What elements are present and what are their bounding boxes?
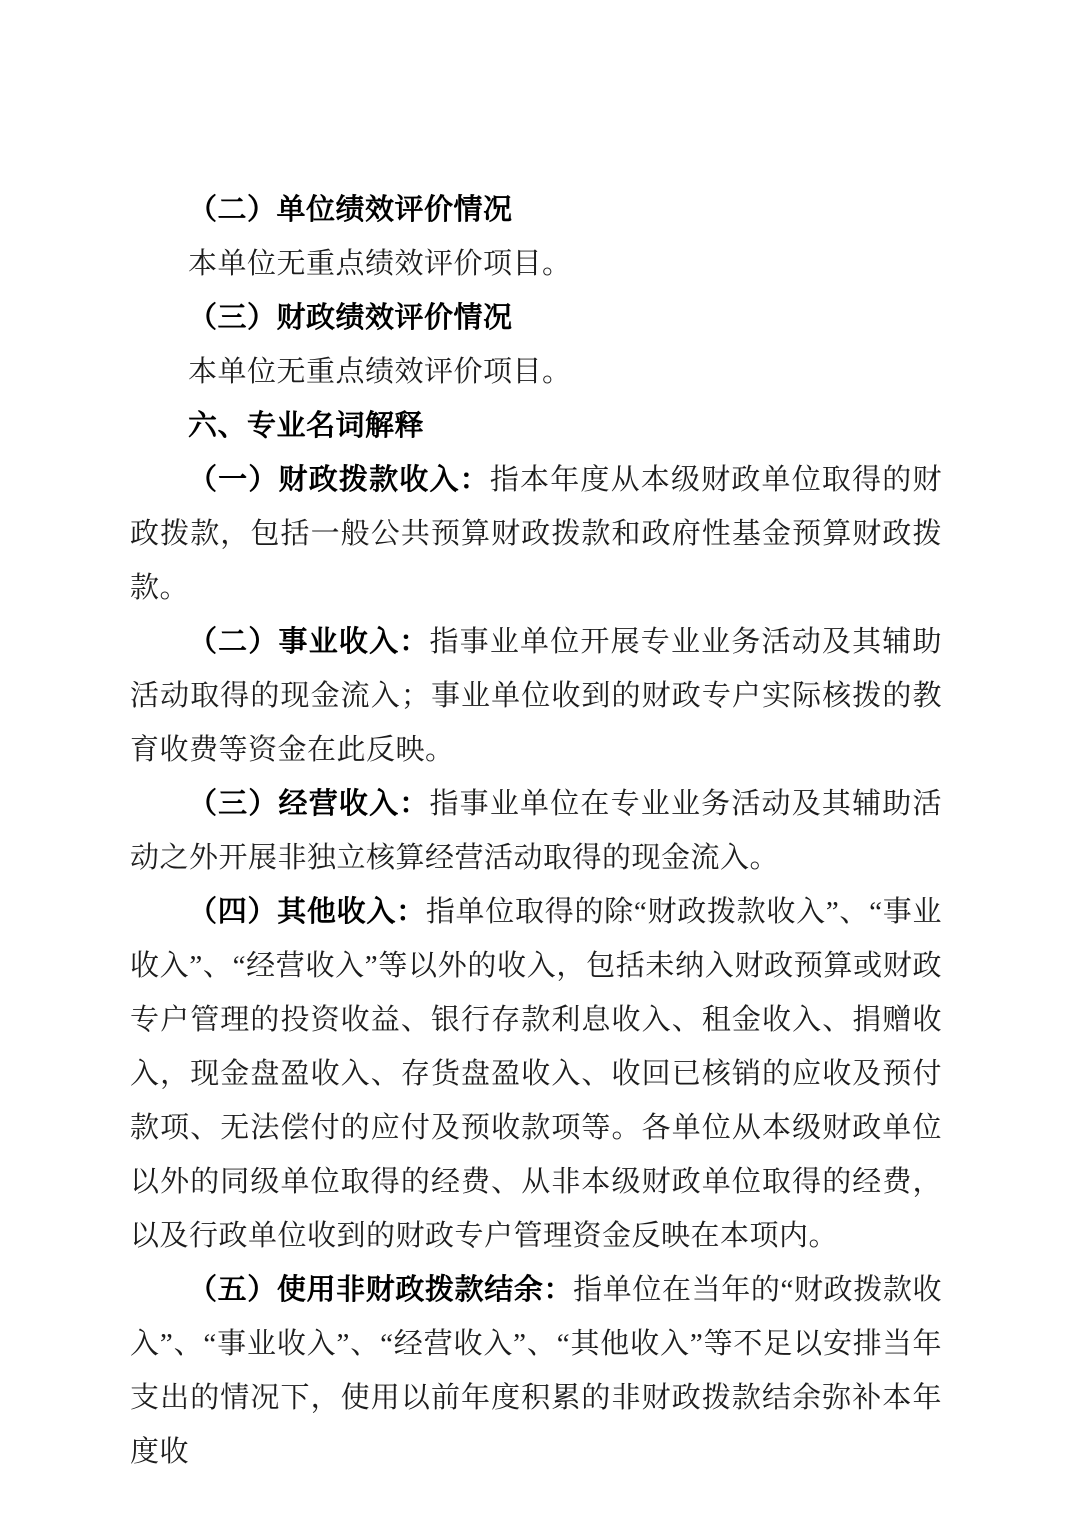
- term-definition: 指事业单位在专业业务活动及其辅助活动之外开展非独立核算经营活动取得的现金流入。: [130, 788, 942, 874]
- term-label: （二）事业收入：: [188, 626, 430, 658]
- term-paragraph: [130, 777, 942, 885]
- term-label: （四）其他收入：: [188, 896, 426, 928]
- section-heading: 六、专业名词解释: [188, 410, 425, 442]
- paragraph: 本单位无重点绩效评价项目。: [188, 248, 572, 280]
- term-label: （五）使用非财政拨款结余：: [188, 1274, 574, 1306]
- term-definition: 指本年度从本级财政单位取得的财政拨款，包括一般公共预算财政拨款和政府性基金预算财政拨款。: [130, 464, 942, 604]
- sub-section-heading: （三）财政绩效评价情况: [188, 302, 513, 334]
- term-paragraph: [130, 1263, 942, 1479]
- term-definition: 指单位在当年的“财政拨款收入”、“事业收入”、“经营收入”、“其他收入”等不足以安排当年支出的情况下，使用以前年度积累的非财政拨款结余弥补本年度收: [130, 1274, 942, 1468]
- term-definition: 指事业单位开展专业业务活动及其辅助活动取得的现金流入；事业单位收到的财政专户实际核拨的教育收费等资金在此反映。: [130, 626, 942, 766]
- paragraph: 本单位无重点绩效评价项目。: [188, 356, 572, 388]
- term-definition: 指单位取得的除“财政拨款收入”、“事业收入”、“经营收入”等以外的收入，包括未纳入财政预算或财政专户管理的投资收益、银行存款利息收入、租金收入、捐赠收入，现金盘盈收入、存货盘盈收入、收回已核销的应收及预付款项、无法偿付的应付及预收款项等。各单位从本级财政单位以外的同级单位取得的经费、从非本级财政单位取得的经费，以及行政单位收到的财政专户管理资金反映在本项内。: [130, 896, 942, 1252]
- sub-section-heading: （二）单位绩效评价情况: [188, 194, 513, 226]
- term-label: （一）财政拨款收入：: [188, 464, 490, 496]
- term-paragraph: [130, 885, 942, 1263]
- document-body: [130, 183, 942, 1479]
- term-label: （三）经营收入：: [188, 788, 430, 820]
- term-paragraph: [130, 453, 942, 615]
- term-paragraph: [130, 615, 942, 777]
